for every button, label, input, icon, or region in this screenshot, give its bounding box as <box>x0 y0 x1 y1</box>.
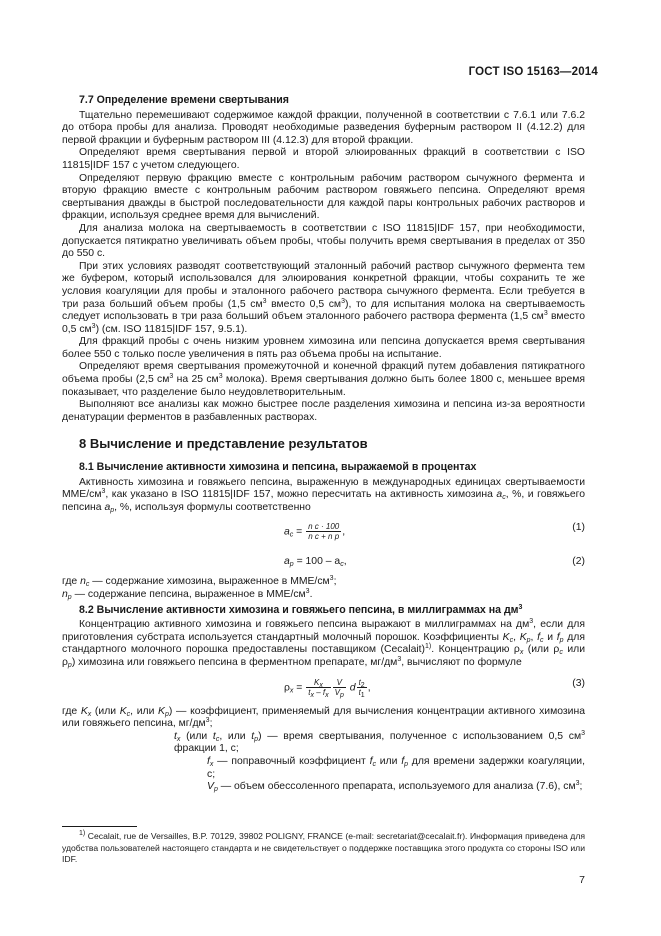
formula-3: $\rho_x$ = $\frac{K_x}{t_x - f_x}$ $\frac{V}{V_p}$ d $\frac{t_2}{t_1}$ , (3) <box>284 677 585 699</box>
definition-fx: $f_x$ — поправочный коэффициент $f_c$ или $f_p$ для времени задержки коагуляции, с; <box>207 755 586 780</box>
section-8-1-title: 8.1 Вычисление активности химозина и пепсина, выражаемой в процентах <box>79 461 477 474</box>
section-7-7-title: 7.7 Определение времени свертывания <box>79 94 289 106</box>
definition-np: $n_p$ — содержание пепсина, выраженное в ММЕ/$см^3$. <box>62 588 313 601</box>
paragraph: Определяют время свертывания промежуточной и конечной фракций путем добавления пятикратного объема пробы (2,5 $см^3$ на 25 $см^3$ молока). Время свертывания должно быть более 1800 с, меньшее время показывает, что разделение было неудовлетворительным. <box>62 361 586 398</box>
definition-kx: где $K_x$ (или $K_c$, или $K_p$) — коэффициент, применяемый для вычисления концентрации активного химозина или говяжьего пепсина, $мг/дм^3$; <box>62 705 585 730</box>
paragraph: Определяют первую фракцию вместе с контрольным рабочим раствором сычужного фермента и вторую фракцию вместе с контрольным рабочим раствором говяжьего пепсина. Определяют время свертывания дважды в быстрой последовательности для каждой пары контрольных рабочих растворов и фракции, используя среднее время для вычислений. <box>62 172 585 222</box>
footnote-divider <box>62 826 137 827</box>
definition-vp: $V_p$ — объем обессоленного препарата, используемого для анализа (7.6), $см^3$; <box>207 780 583 794</box>
formula-1: $a_c$ = $\frac{\text{n c · 100}}{\text{n c + n p}}$ , (1) <box>284 522 585 542</box>
paragraph: При этих условиях разводят соответствующий эталонный рабочий раствор сычужного фермента тем же буфером, который использовался для элюирования конкретной фракции, чтобы сохранить те же условия коагуляции для пробы и эталонного рабочего раствора сычужного фермента. Если требуется в три раза больший объем пробы (1,5 $см^3$ вместо 0,5 $см^3$), то для испытания молока на свертываемость следует использовать в три раза больший объем эталонного рабочего раствора фермента (1,5 $см^3$ вместо 0,5 $см^3$) (см. ISO 11815|IDF 157, 9.5.1). <box>62 260 586 335</box>
section-8-2-title: 8.2 Вычисление активности химозина и говяжьего пепсина, в миллиграммах на $дм^3$ <box>79 603 523 616</box>
formula-number: (2) <box>572 556 585 568</box>
section-8-title: 8 Вычисление и представление результатов <box>79 436 368 452</box>
formula-number: (1) <box>572 522 585 534</box>
paragraph: Активность химозина и говяжьего пепсина, выраженную в международных единицах свертываемости ММЕ/$см^3$, как указано в ISO 11815|IDF 157, можно пересчитать на активность химозина $a_c$, %, и говяжьего пепсина $a_p$, %, используя формулы соответственно <box>62 476 585 514</box>
footnote: $^{1)}$ Cecalait, rue de Versailles, B.P. 70129, 39802 POLIGNY, FRANCE (e-mail: secretariat@cecalait.fr). Информация приведена для удобства пользователей настоящего стандарта и не свидетельствует о поддержке поставщика этого продукта со стороны ISO или IDF. <box>62 830 585 864</box>
standard-header: ГОСТ ISO 15163—2014 <box>468 66 598 78</box>
paragraph: Для фракций пробы с очень низким уровнем химозина или пепсина допускается время свертывания более 550 с только после увеличения в пять раз объема пробы на испытание. <box>62 336 585 360</box>
paragraph: Выполняют все анализы как можно быстрее после разделения химозина и пепсина из-за вероятности денатурации ферментов в разбавленных растворах. <box>62 399 585 423</box>
paragraph: Определяют время свертывания первой и второй элюированных фракций в соответствии с ISO 11815|IDF 157 с учетом следующего. <box>62 147 585 171</box>
page-number: 7 <box>579 874 585 886</box>
definition-tx: $t_x$ (или $t_c$, или $t_p$) — время свертывания, полученное с использованием 0,5 $см^3$ фракции 1, с; <box>174 729 585 755</box>
paragraph: Тщательно перемешивают содержимое каждой фракции, полученной в соответствии с 7.6.1 или 7.6.2 до отбора пробы для анализа. Проводят необходимые разведения буферным раствором II (4.12.2) для первой фракции и буферным раствором III (4.12.3) для второй фракции. <box>62 109 585 146</box>
formula-1-fraction: $\frac{\text{n c · 100}}{\text{n c + n p}}$ <box>308 522 340 542</box>
definition-nc: где $n_c$ — содержание химозина, выраженное в ММЕ/$см^3$; <box>62 575 337 589</box>
formula-2: $a_p = 100 - a_c$, (2) <box>284 556 585 569</box>
page-body <box>62 94 585 794</box>
paragraph: Концентрацию активного химозина и говяжьего пепсина выражают в миллиграммах на $дм^3$, если для приготовления субстрата используется стандартный молочный порошок. Коэффициенты $K_c$, $K_p$, $f_c$ и $f_p$ для стандартного молочного порошка предоставлены поставщиком (Cecalait)$^{1)}$. Концентрацию $\rho_x$ (или $\rho_c$ или $\rho_p$) химозина или говяжьего пепсина в ферментном препарате, $мг/дм^3$, вычисляют по формуле <box>62 618 585 669</box>
formula-number: (3) <box>572 677 585 689</box>
paragraph: Для анализа молока на свертываемость в соответствии с ISO 11815|IDF 157, при необходимости, допускается пятикратно увеличивать объем пробы, чтобы получить время свертывания в пределах от 350 до 550 с. <box>62 222 585 260</box>
